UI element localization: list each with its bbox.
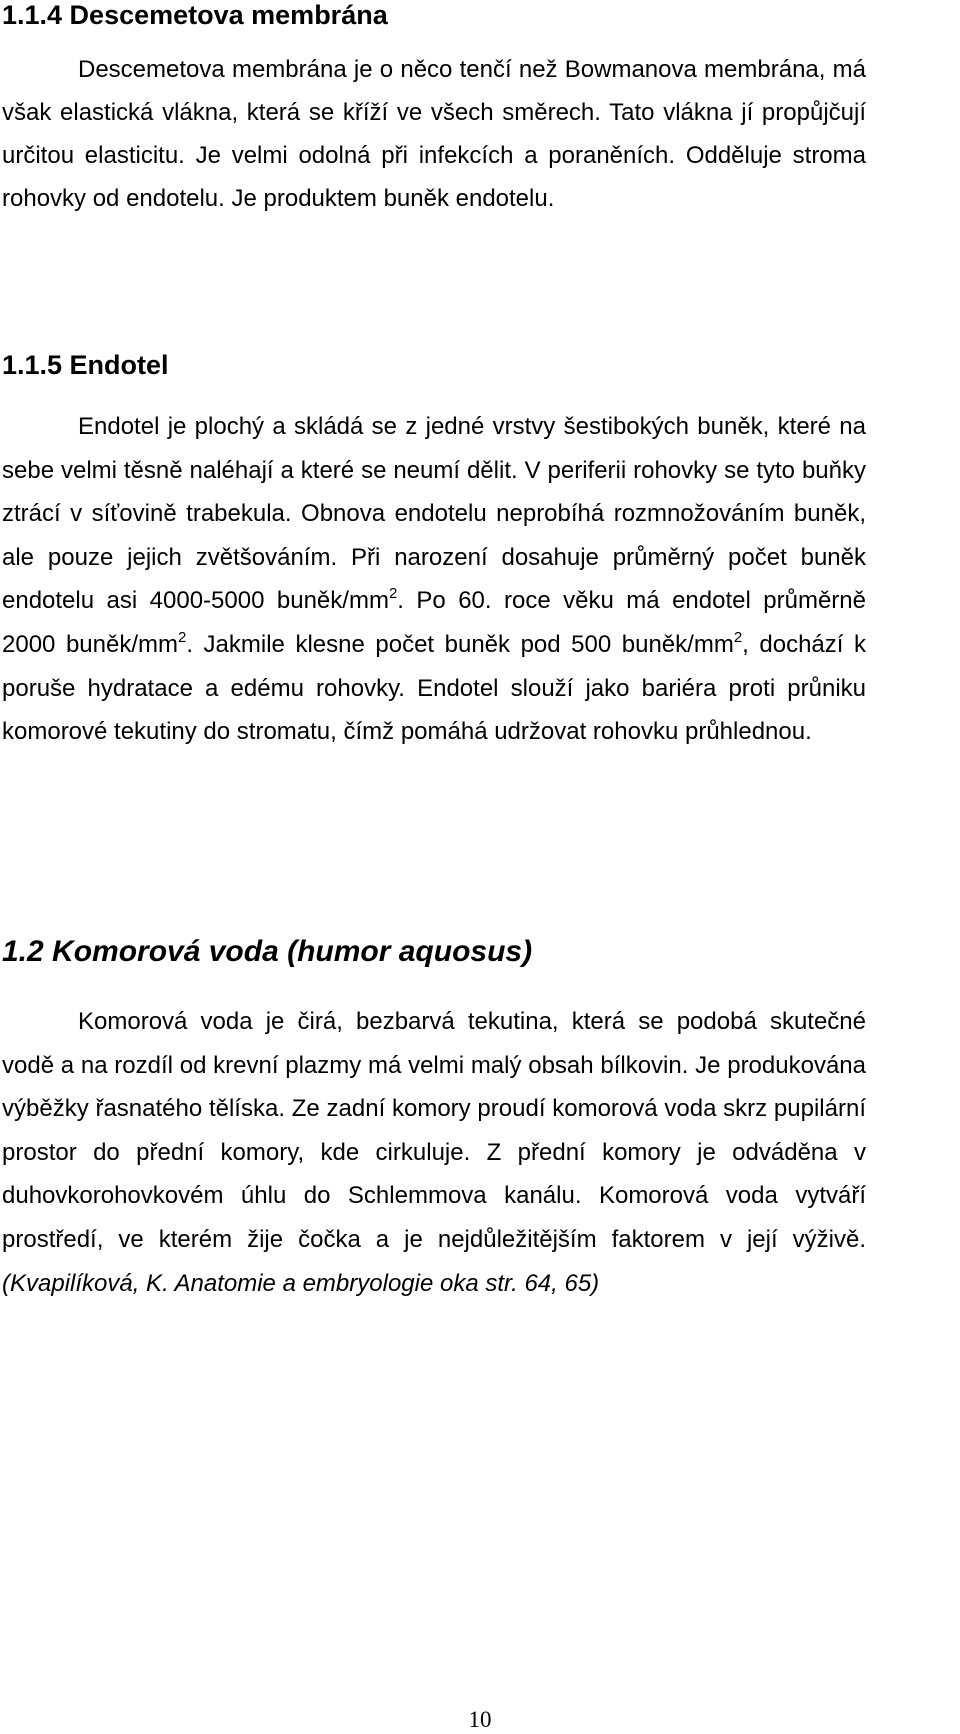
endothelium-text-1: Endotel je plochý a skládá se z jedné vrstvy šestibokých buněk, které na sebe velmi těsně naléhají a které se neumí dělit. V periferii rohovky se tyto buňky ztrácí v síťovině trabekula. Obnova endotelu neprobíhá rozmnožováním buněk, ale pouze jejich zvětšováním. Při narození dosahuje průměrný počet buněk endotelu asi 4000-5000 buněk/mm — [2, 413, 866, 615]
endothelium-text-3: . Jakmile klesne počet buněk pod 500 buněk/mm — [186, 630, 734, 658]
paragraph-endothelium — [2, 405, 866, 754]
superscript-squared: 2 — [733, 628, 743, 646]
paragraph-aqueous-humor — [2, 1000, 866, 1305]
superscript-squared: 2 — [177, 628, 187, 646]
citation: (Kvapilíková, K. Anatomie a embryologie oka str. 64, 65) — [2, 1269, 600, 1297]
paragraph-descemet-membrane: Descemetova membrána je o něco tenčí než Bowmanova membrána, má však elastická vlákna, která se kříží ve všech směrech. Tato vlákna jí propůjčují určitou elasticitu. Je velmi odolná při infekcích a poraněních. Odděluje stroma rohovky od endotelu. Je produktem buněk endotelu. — [2, 56, 866, 212]
aqueous-humor-text: Komorová voda je čirá, bezbarvá tekutina, která se podobá skutečné vodě a na rozdíl od krevní plazmy má velmi malý obsah bílkovin. Je produkována výběžky řasnatého tělíska. Ze zadní komory proudí komorová voda skrz pupilární prostor do přední komory, kde cirkuluje. Z přední komory je odváděna v duhovkorohovkovém úhlu do Schlemmova kanálu. Komorová voda vytváří prostředí, ve kterém žije čočka a je nejdůležitějším faktorem v její výživě. — [2, 1008, 866, 1253]
section-heading-descemet-membrane: 1.1.4 Descemetova membrána — [2, 0, 388, 30]
section-heading-endothelium: 1.1.5 Endotel — [2, 350, 169, 380]
page-number: 10 — [468, 1707, 492, 1732]
section-heading-aqueous-humor: 1.2 Komorová voda (humor aquosus) — [2, 935, 533, 968]
endothelium-text-4: , dochází k poruše hydratace a edému rohovky. Endotel slouží jako bariéra proti průniku komorové tekutiny do stromatu, čímž pomáhá udržovat rohovku průhlednou. — [2, 630, 866, 746]
superscript-squared: 2 — [388, 585, 398, 603]
endothelium-text-2: . Po 60. roce věku má endotel průměrně 2000 buněk/mm — [2, 587, 866, 658]
